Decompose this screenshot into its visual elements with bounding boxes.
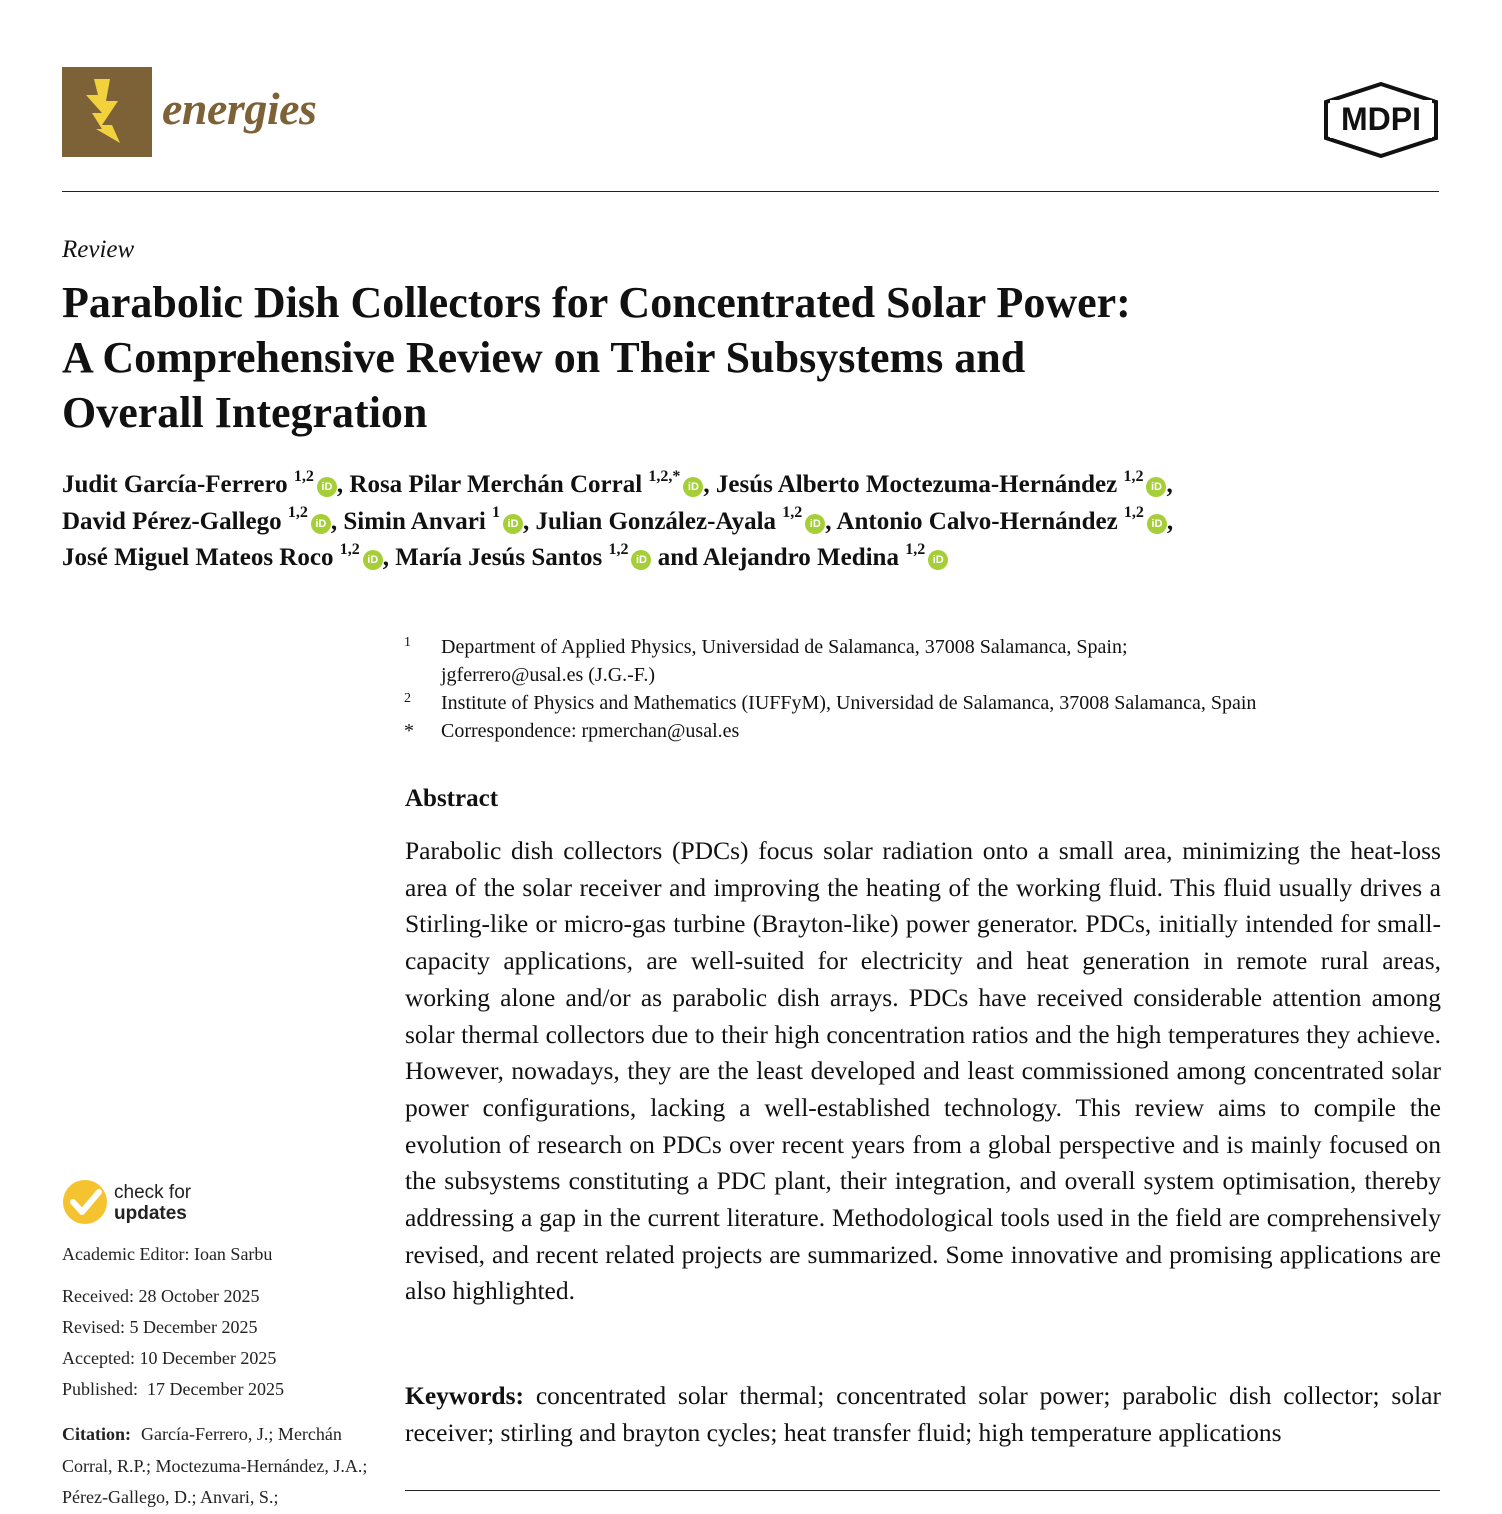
footer-divider (405, 1490, 1440, 1491)
author-name[interactable]: Simin Anvari (343, 507, 486, 535)
author-separator: , (825, 507, 837, 535)
title-line: A Comprehensive Review on Their Subsystems and (62, 333, 1026, 382)
orcid-icon[interactable]: iD (317, 477, 337, 497)
author-name[interactable]: José Miguel Mateos Roco (62, 544, 334, 571)
author-name[interactable]: Antonio Calvo-Hernández (836, 507, 1118, 535)
author-separator: , (523, 507, 536, 535)
author-separator: , (330, 507, 344, 535)
affiliation-text: Institute of Physics and Mathematics (IUFFyM), Universidad de Salamanca, 37008 Salamanca, Spain (441, 692, 1257, 714)
affiliation-mark: 1 (404, 635, 411, 650)
author-name[interactable]: Alejandro Medina (702, 544, 899, 571)
author-name[interactable]: Rosa Pilar Merchán Corral (349, 471, 643, 498)
received-date: Received: 28 October 2025 (62, 1286, 260, 1306)
affiliation-1 (404, 633, 1444, 689)
journal-logo (62, 67, 152, 157)
affiliation-mark: 2 (404, 691, 411, 706)
journal-name: energies (162, 83, 317, 134)
citation (62, 1419, 372, 1514)
author-separator: , (382, 544, 396, 571)
author-name[interactable]: Judit García-Ferrero (62, 471, 288, 498)
author-affiliation: 1,2 (1123, 504, 1144, 522)
check-for-updates-label[interactable] (114, 1182, 191, 1224)
author-separator: and (651, 544, 703, 571)
publisher-name: MDPI (1330, 100, 1432, 138)
author-separator: , (1166, 471, 1173, 498)
orcid-icon[interactable]: iD (683, 477, 703, 497)
orcid-icon[interactable]: iD (363, 550, 383, 570)
published-date: Published: 17 December 2025 (62, 1379, 284, 1399)
affiliation-mark: * (404, 720, 414, 742)
author-separator: , (703, 471, 716, 498)
citation-label: Citation: (62, 1424, 131, 1444)
orcid-icon[interactable]: iD (503, 514, 523, 534)
publisher-logo[interactable] (1322, 82, 1440, 158)
author-name[interactable]: Julian González-Ayala (535, 507, 777, 535)
orcid-icon[interactable]: iD (631, 550, 651, 570)
affiliation-email[interactable]: jgferrero@usal.es (J.G.-F.) (441, 664, 655, 686)
correspondence-text[interactable]: Correspondence: rpmerchan@usal.es (441, 720, 740, 742)
orcid-icon[interactable]: iD (805, 514, 825, 534)
title-line: Overall Integration (62, 388, 428, 437)
correspondence (404, 717, 1444, 745)
author-separator: , (1166, 507, 1174, 535)
orcid-icon[interactable]: iD (311, 514, 331, 534)
abstract-heading: Abstract (405, 785, 499, 812)
author-name[interactable]: María Jesús Santos (395, 544, 603, 571)
revised-date: Revised: 5 December 2025 (62, 1317, 258, 1337)
affiliation-text: Department of Applied Physics, Universidad de Salamanca, 37008 Salamanca, Spain; (441, 636, 1128, 658)
abstract-text: Parabolic dish collectors (PDCs) focus solar radiation onto a small area, minimizing the heat-loss area of the solar receiver and improving the heating of the working fluid. This fluid usually drives a Stirling-like or micro-gas turbine (Brayton-like) power generator. PDCs, initially intended for small-capacity applications, are well-suited for electricity and heat generation in remote rural areas, working alone and/or as parabolic dish arrays. PDCs have received considerable attention among solar thermal collectors due to their high concentration ratios and the high temperatures they achieve. However, nowadays, they are the least developed and least commissioned among concentrated solar power configurations, lacking a well-established technology. This review aims to compile the evolution of research on PDCs over recent years from a global perspective and is mainly focused on the subsystems constituting a PDC plant, their integration, and overall system optimisation, thereby addressing a gap in the current literature. Methodological tools used in the field are comprehensively revised, and recent related projects are summarized. Some innovative and promising applications are also highlighted. (405, 836, 1441, 1306)
keywords-label: Keywords: (405, 1381, 524, 1410)
author-name[interactable]: David Pérez-Gallego (62, 507, 282, 535)
accepted-date: Accepted: 10 December 2025 (62, 1348, 277, 1368)
author-separator: , (336, 471, 350, 498)
check-badge-icon (62, 1179, 108, 1225)
check-line-1: check for (114, 1182, 192, 1203)
author-affiliation: 1,2 (1123, 467, 1144, 485)
orcid-icon[interactable]: iD (1147, 514, 1167, 534)
article-type: Review (62, 236, 135, 263)
header-divider (62, 191, 1439, 192)
citation-text: García-Ferrero, J.; Merchán Corral, R.P.; Moctezuma-Hernández, J.A.; Pérez-Gallego, D.; Anvari, S.; (62, 1424, 368, 1507)
lightning-bolt-icon (62, 67, 152, 157)
author-affiliation: 1,2 (339, 540, 360, 558)
author-affiliation: 1 (492, 504, 501, 522)
author-affiliation: 1,2 (782, 504, 803, 522)
author-list (62, 467, 1442, 577)
check-line-2: updates (114, 1203, 187, 1224)
orcid-icon[interactable]: iD (928, 550, 948, 570)
title-line: Parabolic Dish Collectors for Concentrated Solar Power: (62, 278, 1131, 327)
author-affiliation: 1,2 (287, 504, 308, 522)
article-title (62, 275, 1442, 440)
keywords (405, 1378, 1441, 1451)
affiliation-2 (404, 689, 1444, 717)
author-affiliation: 1,2 (293, 467, 314, 485)
orcid-icon[interactable]: iD (1146, 477, 1166, 497)
author-affiliation: 1,2 (608, 540, 629, 558)
author-affiliation: 1,2 (905, 540, 926, 558)
academic-editor: Academic Editor: Ioan Sarbu (62, 1244, 273, 1264)
author-affiliation: 1,2,* (648, 467, 681, 485)
keywords-text: concentrated solar thermal; concentrated solar power; parabolic dish collector; solar receiver; stirling and brayton cycles; heat transfer fluid; high temperature applications (405, 1381, 1441, 1447)
author-name[interactable]: Jesús Alberto Moctezuma-Hernández (715, 471, 1118, 498)
